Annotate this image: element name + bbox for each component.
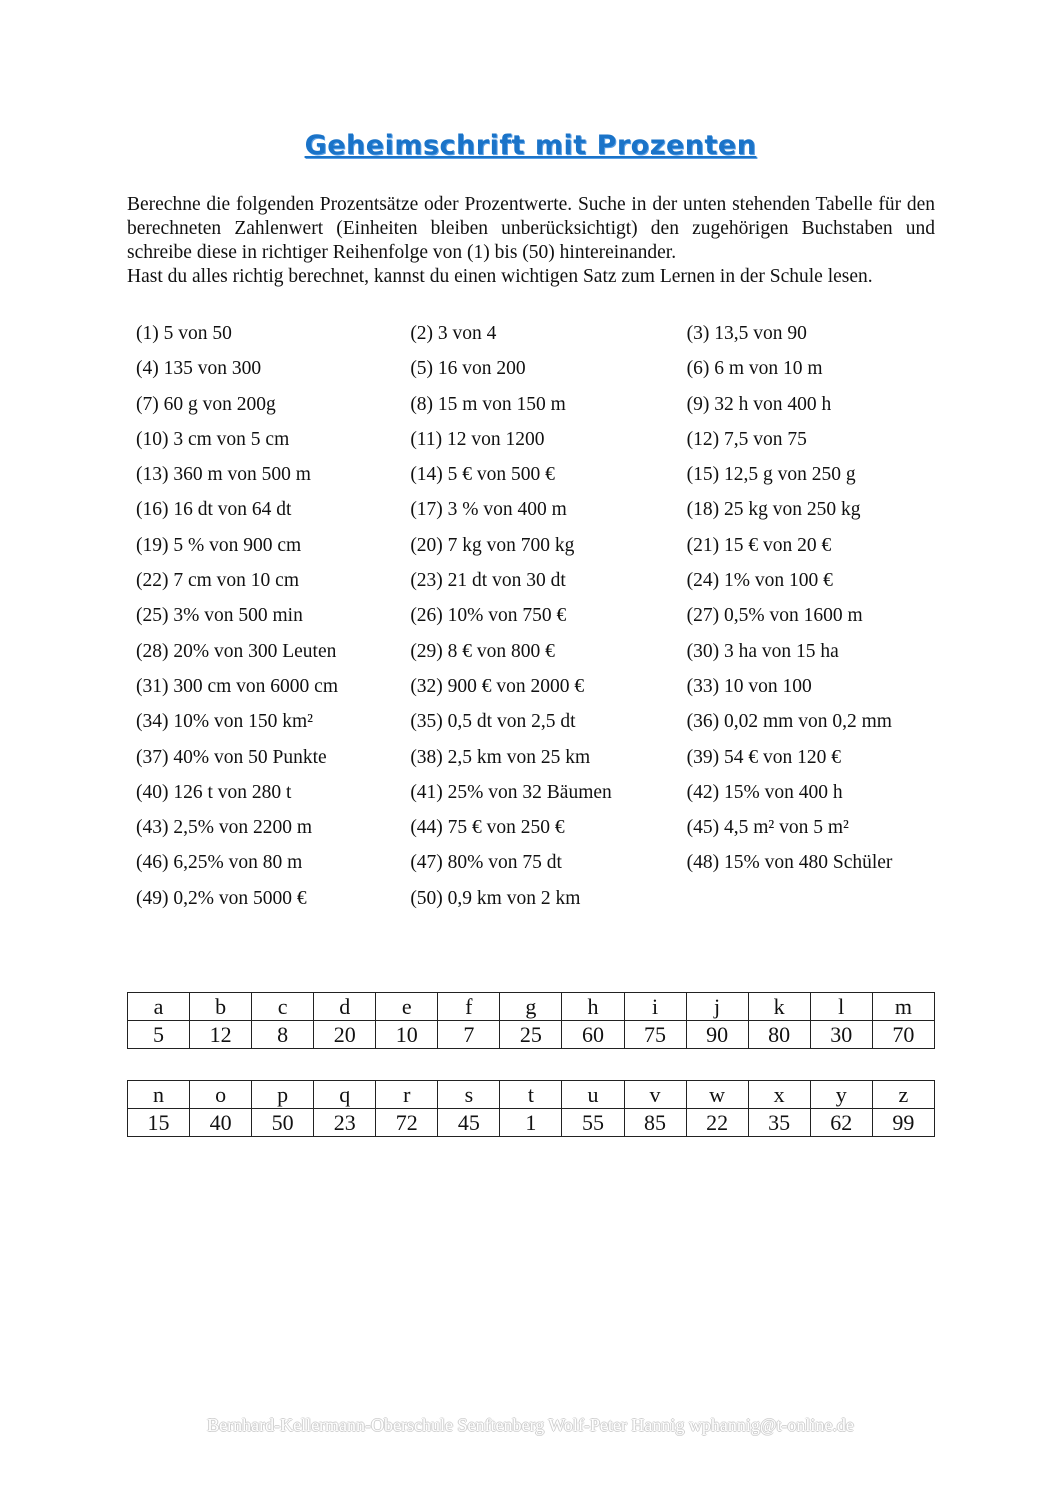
task-item: (29) 8 € von 800 € <box>410 640 555 662</box>
letters-row <box>128 993 935 1021</box>
key-letter-cell: b <box>190 993 252 1021</box>
task-item: (36) 0,02 mm von 0,2 mm <box>686 711 892 733</box>
key-letter-cell: i <box>624 993 686 1021</box>
task-row <box>136 496 936 531</box>
task-item: (44) 75 € von 250 € <box>410 817 565 839</box>
task-row <box>136 744 936 779</box>
task-item: (42) 15% von 400 h <box>686 781 843 803</box>
task-row <box>136 567 936 602</box>
task-row <box>136 426 936 461</box>
task-list <box>136 320 936 920</box>
task-item: (40) 126 t von 280 t <box>136 781 292 803</box>
task-item: (31) 300 cm von 6000 cm <box>136 675 339 697</box>
task-item: (5) 16 von 200 <box>410 358 526 380</box>
key-number-cell: 20 <box>314 1021 376 1049</box>
key-letter-cell: r <box>376 1081 438 1109</box>
key-letter-cell: y <box>810 1081 872 1109</box>
key-number-cell: 30 <box>810 1021 872 1049</box>
task-item: (10) 3 cm von 5 cm <box>136 428 290 450</box>
task-row <box>136 461 936 496</box>
task-item: (7) 60 g von 200g <box>136 393 276 415</box>
footer-credit: Bernhard-Kellermann-Oberschule Senftenberg Wolf-Peter Hannig wphannig@t-online.de <box>207 1415 854 1435</box>
task-item: (33) 10 von 100 <box>686 675 812 697</box>
task-item: (16) 16 dt von 64 dt <box>136 499 292 521</box>
document-title: Geheimschrift mit Prozenten <box>304 130 757 161</box>
task-item: (1) 5 von 50 <box>136 323 232 344</box>
key-letter-cell: z <box>872 1081 934 1109</box>
task-item: (27) 0,5% von 1600 m <box>686 605 863 627</box>
task-row <box>136 673 936 708</box>
key-letter-cell: j <box>686 993 748 1021</box>
task-item: (9) 32 h von 400 h <box>686 393 832 415</box>
key-letter-cell: d <box>314 993 376 1021</box>
task-item: (49) 0,2% von 5000 € <box>136 887 307 909</box>
instructions <box>127 193 935 289</box>
key-letter-cell: w <box>686 1081 748 1109</box>
task-item: (48) 15% von 480 Schüler <box>686 852 893 874</box>
task-item: (38) 2,5 km von 25 km <box>410 746 591 768</box>
task-row <box>136 602 936 637</box>
task-row <box>136 391 936 426</box>
key-letter-cell: h <box>562 993 624 1021</box>
task-item: (50) 0,9 km von 2 km <box>410 887 581 909</box>
task-row <box>136 320 936 355</box>
numbers-row <box>128 1021 935 1049</box>
key-letter-cell: s <box>438 1081 500 1109</box>
key-number-cell: 99 <box>872 1109 934 1137</box>
task-item: (3) 13,5 von 90 <box>686 323 807 344</box>
key-number-cell: 60 <box>562 1021 624 1049</box>
task-item: (21) 15 € von 20 € <box>686 534 832 556</box>
task-row <box>136 355 936 390</box>
task-item: (22) 7 cm von 10 cm <box>136 570 300 592</box>
task-item: (15) 12,5 g von 250 g <box>686 464 856 486</box>
key-number-cell: 23 <box>314 1109 376 1137</box>
key-letter-cell: a <box>128 993 190 1021</box>
key-number-cell: 72 <box>376 1109 438 1137</box>
task-row <box>136 638 936 673</box>
key-number-cell: 1 <box>500 1109 562 1137</box>
key-letter-cell: v <box>624 1081 686 1109</box>
task-item: (12) 7,5 von 75 <box>686 428 807 450</box>
key-letter-cell: f <box>438 993 500 1021</box>
task-item: (28) 20% von 300 Leuten <box>136 640 337 662</box>
task-item: (35) 0,5 dt von 2,5 dt <box>410 711 576 733</box>
task-item: (14) 5 € von 500 € <box>410 464 555 486</box>
letters-row <box>128 1081 935 1109</box>
key-letter-cell: p <box>252 1081 314 1109</box>
key-letter-cell: o <box>190 1081 252 1109</box>
key-letter-cell: q <box>314 1081 376 1109</box>
task-item: (43) 2,5% von 2200 m <box>136 817 313 839</box>
task-item: (8) 15 m von 150 m <box>410 393 566 415</box>
key-letter-cell: n <box>128 1081 190 1109</box>
key-number-cell: 22 <box>686 1109 748 1137</box>
key-number-cell: 62 <box>810 1109 872 1137</box>
task-item: (19) 5 % von 900 cm <box>136 534 302 556</box>
task-item <box>687 885 936 920</box>
key-number-cell: 75 <box>624 1021 686 1049</box>
task-item: (32) 900 € von 2000 € <box>410 675 585 697</box>
key-number-cell: 40 <box>190 1109 252 1137</box>
key-letter-cell: l <box>810 993 872 1021</box>
task-item: (4) 135 von 300 <box>136 358 262 380</box>
task-item: (23) 21 dt von 30 dt <box>410 570 566 592</box>
key-number-cell: 80 <box>748 1021 810 1049</box>
key-number-cell: 7 <box>438 1021 500 1049</box>
task-item: (45) 4,5 m² von 5 m² <box>686 817 849 839</box>
task-item: (39) 54 € von 120 € <box>686 746 841 768</box>
key-number-cell: 12 <box>190 1021 252 1049</box>
key-letter-cell: t <box>500 1081 562 1109</box>
intro-line-2: Hast du alles richtig berechnet, kannst du einen wichtigen Satz zum Lernen in der Schule lesen. <box>127 266 873 287</box>
task-item: (46) 6,25% von 80 m <box>136 852 303 874</box>
key-number-cell: 90 <box>686 1021 748 1049</box>
task-item: (30) 3 ha von 15 ha <box>686 640 839 662</box>
task-row <box>136 885 936 920</box>
key-letter-cell: c <box>252 993 314 1021</box>
task-row <box>136 779 936 814</box>
task-row <box>136 849 936 884</box>
task-item: (20) 7 kg von 700 kg <box>410 534 575 556</box>
key-number-cell: 55 <box>562 1109 624 1137</box>
task-item: (17) 3 % von 400 m <box>410 499 567 521</box>
key-number-cell: 10 <box>376 1021 438 1049</box>
task-item: (6) 6 m von 10 m <box>686 358 823 380</box>
key-number-cell: 5 <box>128 1021 190 1049</box>
key-number-cell: 85 <box>624 1109 686 1137</box>
letter-key-table-1 <box>127 992 935 1049</box>
key-letter-cell: k <box>748 993 810 1021</box>
task-item: (37) 40% von 50 Punkte <box>136 746 327 768</box>
task-row <box>136 532 936 567</box>
task-item: (25) 3% von 500 min <box>136 605 303 627</box>
task-item: (18) 25 kg von 250 kg <box>686 499 861 521</box>
task-item: (24) 1% von 100 € <box>686 570 833 592</box>
key-number-cell: 45 <box>438 1109 500 1137</box>
task-item: (41) 25% von 32 Bäumen <box>410 781 612 803</box>
intro-paragraph: Berechne die folgenden Prozentsätze oder Prozentwerte. Suche in der unten stehenden Tabelle für den berechneten Zahlenwert (Einheiten bleiben unberücksichtigt) den zugehörigen Buchstaben und schreibe diese in richtiger Reihenfolge von (1) bis (50) hintereinander. <box>127 194 935 263</box>
task-row <box>136 708 936 743</box>
key-letter-cell: g <box>500 993 562 1021</box>
task-item: (47) 80% von 75 dt <box>410 852 562 874</box>
task-item: (34) 10% von 150 km² <box>136 711 313 733</box>
key-number-cell: 50 <box>252 1109 314 1137</box>
key-number-cell: 8 <box>252 1021 314 1049</box>
key-letter-cell: u <box>562 1081 624 1109</box>
task-row <box>136 814 936 849</box>
letter-key-table-2 <box>127 1080 935 1137</box>
key-letter-cell: e <box>376 993 438 1021</box>
key-letter-cell: x <box>748 1081 810 1109</box>
key-number-cell: 70 <box>872 1021 934 1049</box>
task-item: (11) 12 von 1200 <box>410 428 545 450</box>
task-item: (13) 360 m von 500 m <box>136 464 311 486</box>
task-item: (26) 10% von 750 € <box>410 605 567 627</box>
key-number-cell: 25 <box>500 1021 562 1049</box>
task-item: (2) 3 von 4 <box>410 323 497 344</box>
numbers-row <box>128 1109 935 1137</box>
key-number-cell: 15 <box>128 1109 190 1137</box>
key-letter-cell: m <box>872 993 934 1021</box>
key-number-cell: 35 <box>748 1109 810 1137</box>
